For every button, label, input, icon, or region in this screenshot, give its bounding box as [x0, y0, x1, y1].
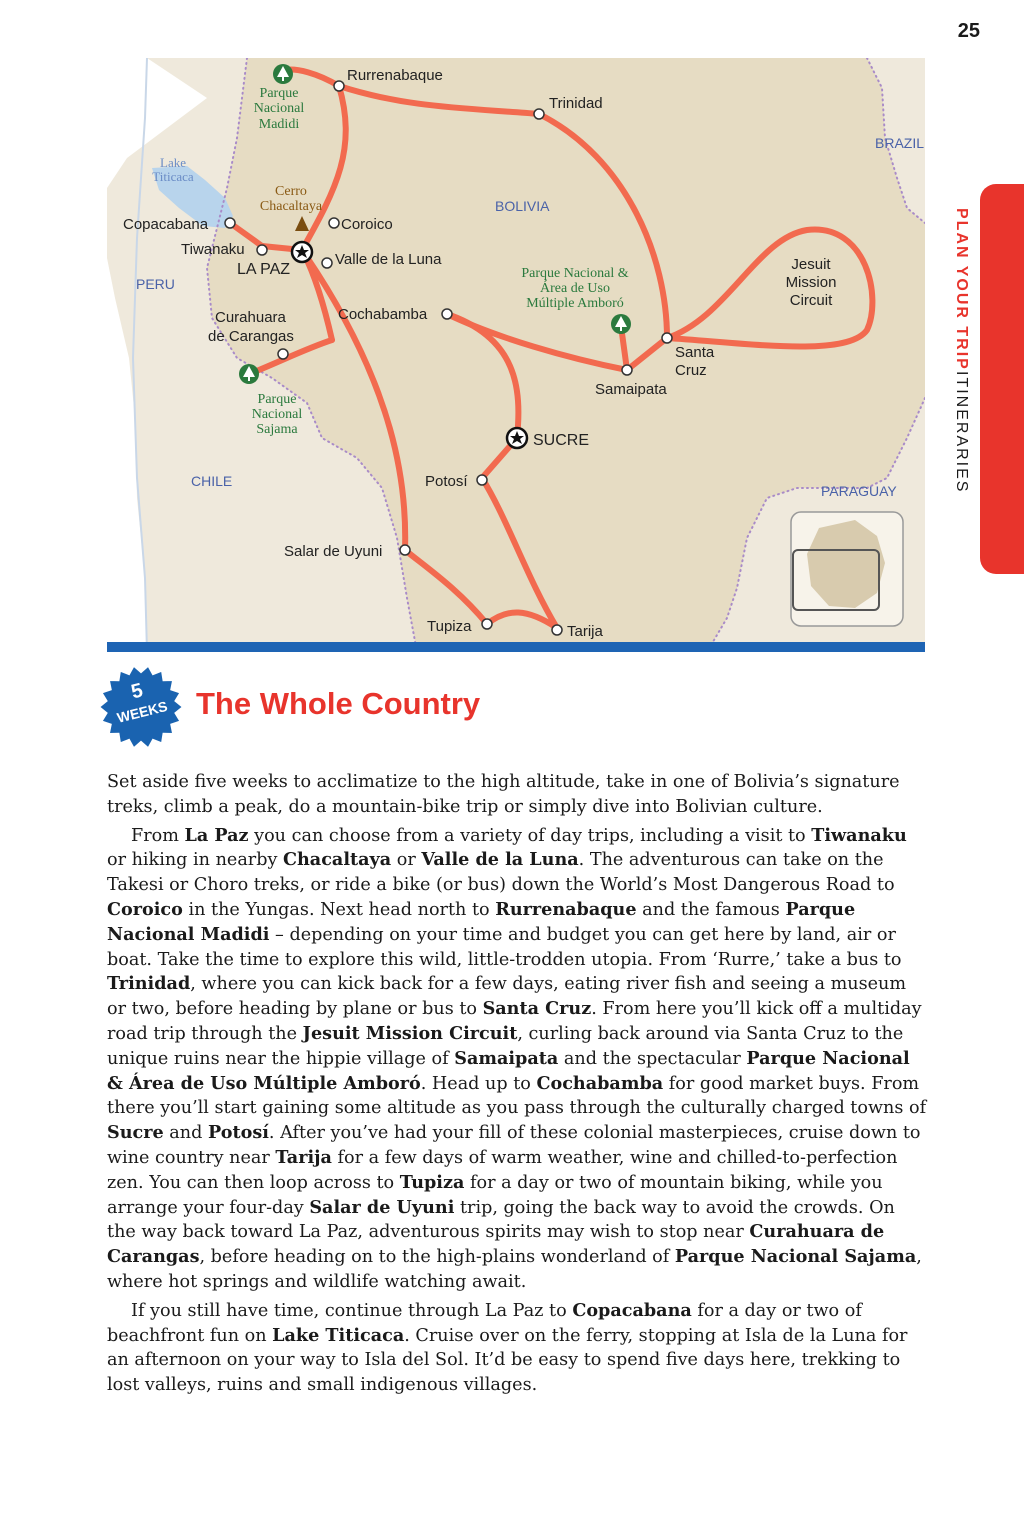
- samaipata-label: Samaipata: [595, 381, 667, 398]
- place-highlight: Tarija: [275, 1146, 332, 1168]
- tupiza-dot: [482, 619, 492, 629]
- lake-label-line2: Titicaca: [152, 169, 194, 184]
- santacruz-label-line2: Cruz: [675, 362, 707, 379]
- place-highlight: Curahuara de Carangas: [107, 1221, 885, 1268]
- potosi-dot: [477, 475, 487, 485]
- curahuara-label-line1: Curahuara: [215, 309, 286, 326]
- peak-label-line2: Chacaltaya: [259, 199, 323, 214]
- jesuit-label-line1: Jesuit: [791, 256, 831, 273]
- page-number: 25: [957, 20, 980, 42]
- tarija-dot: [552, 625, 562, 635]
- subsection-label: ITINERARIES: [953, 370, 970, 494]
- jesuit-label-line2: Mission: [785, 274, 837, 291]
- country-label-brazil: BRAZIL: [875, 135, 925, 151]
- amboro-label-line1: Parque Nacional &: [521, 266, 629, 281]
- amboro-label-line3: Múltiple Amboró: [526, 296, 624, 311]
- country-label-peru: PERU: [136, 276, 175, 292]
- country-label-chile: CHILE: [191, 473, 233, 489]
- place-highlight: Sucre: [107, 1122, 164, 1144]
- uyuni-label: Salar de Uyuni: [284, 543, 383, 560]
- copacabana-dot: [225, 218, 235, 228]
- madidi-label-line1: Parque: [259, 86, 299, 101]
- place-highlight: La Paz: [184, 824, 249, 846]
- map-bottom-bar: [107, 642, 925, 652]
- peak-label-line1: Cerro: [275, 184, 307, 199]
- potosi-label: Potosí: [425, 473, 468, 490]
- santacruz-label-line1: Santa: [675, 344, 715, 361]
- place-highlight: Coroico: [107, 898, 183, 920]
- samaipata-dot: [622, 365, 632, 375]
- madidi-park-icon: [273, 64, 293, 84]
- paragraph-intro: Set aside five weeks to acclimatize to the high altitude, take in one of Bolivia’s signature treks, climb a peak, do a mountain-bike trip or simply dive into Bolivian culture.: [107, 772, 900, 817]
- badge-unit: WEEKS: [115, 697, 170, 726]
- amboro-label-line2: Área de Uso: [540, 281, 610, 296]
- place-highlight: Parque Nacional & Área de Uso Múltiple Amboró: [107, 1047, 910, 1094]
- place-highlight: Santa Cruz: [482, 998, 592, 1020]
- place-highlight: Potosí: [207, 1122, 269, 1144]
- rurrenabaque-label: Rurrenabaque: [347, 67, 443, 84]
- section-tab-label: [940, 208, 970, 538]
- lapaz-label: LA PAZ: [237, 261, 291, 278]
- curahuara-label-line2: de Carangas: [208, 328, 294, 345]
- paragraph-final: If you still have time, continue through La Paz to Copacabana for a day or two of beachfront fun on Lake Titicaca. Cruise over on the ferry, stopping at Isla de la Luna for an afternoon on your way to Isla del Sol. It’d be easy to spend five days here, trekking to lost valleys, ruins and small indigenous villages.: [107, 1299, 908, 1396]
- cochabamba-dot: [442, 309, 452, 319]
- sucre-capital-star-icon: [507, 428, 527, 448]
- jesuit-label-line3: Circuit: [789, 292, 833, 309]
- locator-inset: [791, 512, 903, 626]
- curahuara-dot: [278, 349, 288, 359]
- madidi-label-line3: Madidi: [258, 117, 300, 132]
- itinerary-map: [107, 58, 925, 652]
- country-label-bolivia: BOLIVIA: [495, 198, 550, 214]
- place-highlight: Rurrenabaque: [495, 898, 637, 920]
- amboro-park-icon: [611, 314, 631, 334]
- tarija-label: Tarija: [567, 623, 603, 640]
- place-highlight: Chacaltaya: [283, 849, 392, 871]
- section-tab: [980, 184, 1024, 574]
- place-highlight: Salar de Uyuni: [309, 1196, 455, 1218]
- sajama-label-line2: Nacional: [251, 407, 303, 422]
- sajama-label-line1: Parque: [257, 392, 297, 407]
- country-label-paraguay: PARAGUAY: [821, 483, 897, 499]
- place-highlight: Jesuit Mission Circuit: [302, 1022, 518, 1044]
- uyuni-dot: [400, 545, 410, 555]
- copacabana-label: Copacabana: [123, 216, 209, 233]
- place-highlight: Tiwanaku: [811, 824, 907, 846]
- tiwanaku-dot: [257, 245, 267, 255]
- paragraph-main: From La Paz you can choose from a variety of day trips, including a visit to Tiwanaku or hiking in nearby Chacaltaya or Valle de la Luna. The adventurous can take on the Takesi or Choro treks, or ride a bike (or bus) down the World’s Most Dangerous Road to Coroico in the Yungas. Next head north to Rurrenabaque and the famous Parque Nacional Madidi – depending on your time and budget you can get here by land, air or boat. Take the time to explore this wild, little-trodden utopia. From ‘Rurre,’ take a bus to Trinidad, where you can kick back for a few days, eating river fish and seeing a museum or two, before heading by plane or bus to Santa Cruz. From here you’ll kick off a multiday road trip through the Jesuit Mission Circuit, curling back around via Santa Cruz to the unique ruins near the hippie village of Samaipata and the spectacular Parque Nacional & Área de Uso Múltiple Amboró. Head up to Cochabamba for good market buys. From there you’ll start gaining some altitude as you pass through the culturally charged towns of Sucre and Potosí. After you’ve had your fill of these colonial masterpieces, cruise down to wine country near Tarija for a few days of warm weather, wine and chilled-to-perfection zen. You can then loop across to Tupiza for a day or two of mountain biking, while you arrange your four-day Salar de Uyuni trip, going the back way to avoid the crowds. On the way back toward La Paz, adventurous spirits may wish to stop near Curahuara de Carangas, before heading on to the high-plains wonderland of Parque Nacional Sajama, where hot springs and wildlife watching await.: [107, 824, 927, 1292]
- coroico-dot: [329, 218, 339, 228]
- coroico-label: Coroico: [341, 216, 393, 233]
- itinerary-body: [107, 770, 927, 1402]
- place-highlight: Valle de la Luna: [421, 849, 579, 871]
- sucre-label: SUCRE: [533, 432, 590, 449]
- duration-badge: [96, 663, 186, 751]
- place-highlight: Tupiza: [399, 1171, 465, 1193]
- valle-label: Valle de la Luna: [335, 251, 442, 268]
- sajama-park-icon: [239, 364, 259, 384]
- section-label: PLAN YOUR TRIP: [953, 208, 970, 371]
- cochabamba-label: Cochabamba: [338, 306, 428, 323]
- place-highlight: Parque Nacional Madidi: [107, 898, 856, 945]
- place-highlight: Parque Nacional Sajama: [674, 1246, 917, 1268]
- santacruz-dot: [662, 333, 672, 343]
- section-title: The Whole Country: [196, 686, 481, 721]
- valle-dot: [322, 258, 332, 268]
- lake-label-line1: Lake: [160, 155, 186, 170]
- place-highlight: Copacabana: [572, 1299, 692, 1321]
- place-highlight: Samaipata: [454, 1047, 559, 1069]
- trinidad-label: Trinidad: [549, 95, 603, 112]
- tupiza-label: Tupiza: [427, 618, 472, 635]
- place-highlight: Cochabamba: [536, 1072, 664, 1094]
- lapaz-capital-star-icon: [292, 242, 312, 262]
- sajama-label-line3: Sajama: [256, 422, 298, 437]
- place-highlight: Trinidad: [107, 973, 191, 995]
- trinidad-dot: [534, 109, 544, 119]
- madidi-label-line2: Nacional: [253, 101, 305, 116]
- rurrenabaque-dot: [334, 81, 344, 91]
- map-svg: [107, 58, 925, 652]
- place-highlight: Lake Titicaca: [272, 1324, 405, 1346]
- tiwanaku-label: Tiwanaku: [181, 241, 245, 258]
- badge-number: 5: [129, 679, 146, 704]
